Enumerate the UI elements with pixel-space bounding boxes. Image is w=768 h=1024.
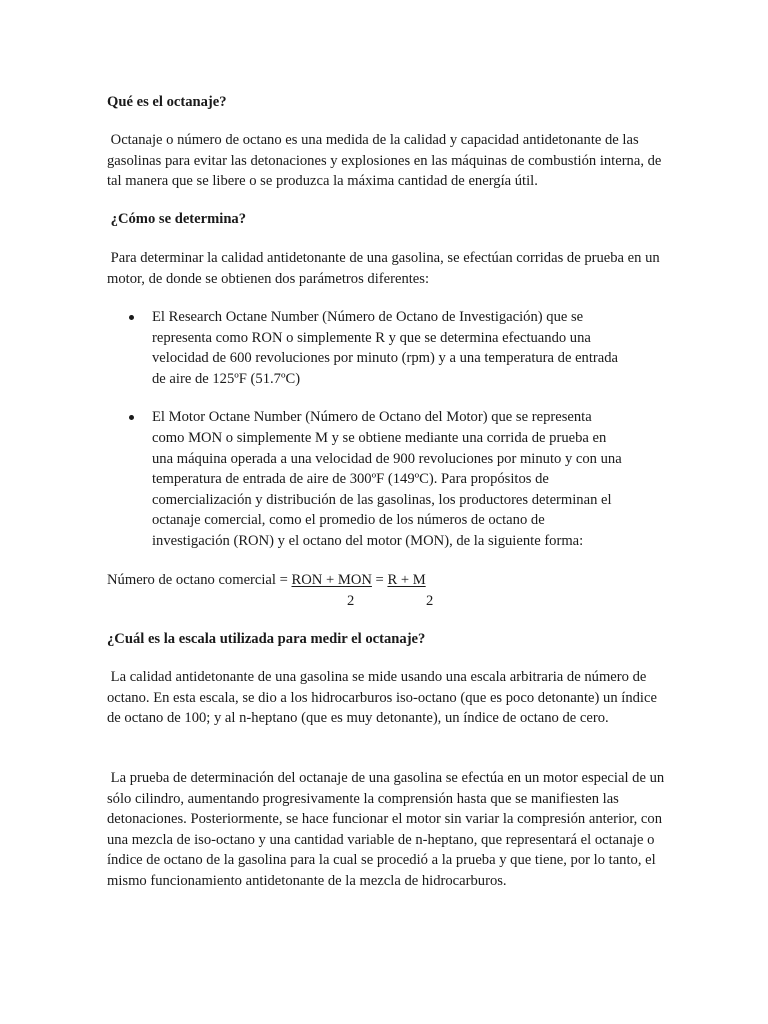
paragraph-determinacion: Para determinar la calidad antidetonante de una gasolina, se efectúan corridas de prueba en un motor, de donde se obtienen dos parámetros diferentes: [107,250,664,287]
formula-numerator-line [107,570,667,591]
bullet-item-mon [107,407,622,551]
paragraph-prueba-determinacion: La prueba de determinación del octanaje de una gasolina se efectúa en un motor especial de un sólo cilindro, aumentando progresivamente la comprensión hasta que se manifiesten las detonaciones. Posteriormente, se hace funcionar el motor sin variar la compresión anterior, con una mezcla de iso-octano y una cantidad variable de n-heptano, que representará el octanaje o índice de octano de la gasolina para la cual se procedió a la prueba y que tiene, por lo tanto, el mismo funcionamiento antidetonante de la mezcla de hidrocarburos. [107,770,668,889]
formula-label: Número de octano comercial = [107,572,292,588]
formula-denominator-2: 2 [426,593,434,609]
formula-denominator-1: 2 [347,593,355,609]
heading-que-es-octanaje: Qué es el octanaje? [107,94,227,110]
formula-equals: = [371,572,388,588]
formula-r-m: R + M [387,572,426,588]
paragraph-escala: La calidad antidetonante de una gasolina se mide usando una escala arbitraria de número de octano. En esta escala, se dio a los hidrocarburos iso-octano (que es poco detonante) un índice de octano de 100; y al n-heptano (que es muy detonante), un índice de octano de cero. [107,669,661,727]
bullet-dot-icon [129,315,134,320]
bullet-text-ron: El Research Octane Number (Número de Octano de Investigación) que se representa como RON o simplemente R y que se determina efectuando una velocidad de 600 revoluciones por minuto (rpm) y a una temperatura de entrada de aire de 125ºF (51.7ºC) [152,309,619,387]
bullet-item-ron [107,307,622,389]
bullet-list-parametros [107,307,667,552]
formula-ron-mon: RON + MON [291,572,372,588]
bullet-dot-icon [129,415,134,420]
heading-escala-octanaje: ¿Cuál es la escala utilizada para medir el octanaje? [107,631,426,647]
bullet-text-mon: El Motor Octane Number (Número de Octano del Motor) que se representa como MON o simplemente M y se obtiene mediante una corrida de prueba en una máquina operada a una velocidad de 900 revoluciones por minuto y con una temperatura de entrada de aire de 300ºF (149ºC). Para propósitos de comercialización y distribución de las gasolinas, los productores determinan el octanaje comercial, como el promedio de los números de octano de investigación (RON) y el octano del motor (MON), de la siguiente forma: [152,409,622,549]
paragraph-definicion-octanaje: Octanaje o número de octano es una medida de la calidad y capacidad antidetonante de las gasolinas para evitar las detonaciones y explosiones en las máquinas de combustión interna, de tal manera que se libere o se produzca la máxima cantidad de energía útil. [107,132,666,190]
heading-como-se-determina: ¿Cómo se determina? [107,211,247,227]
formula-octano-comercial [107,570,667,609]
